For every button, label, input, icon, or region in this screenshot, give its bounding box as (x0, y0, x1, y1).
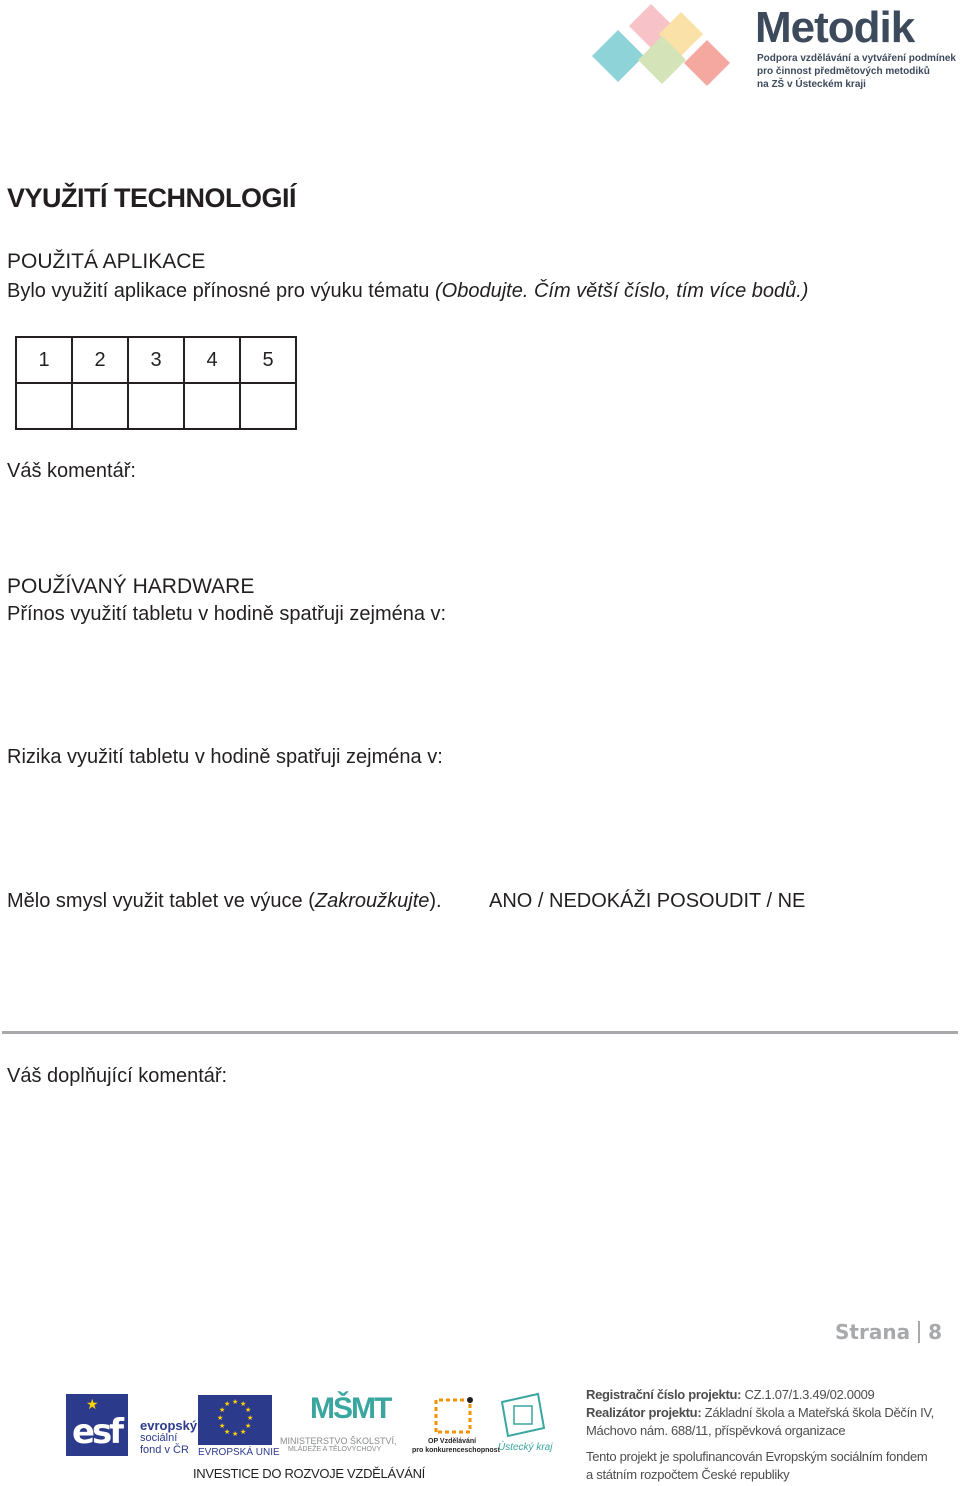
rating-label-5: 5 (240, 337, 296, 383)
comment-label: Váš komentář: (7, 460, 136, 482)
logo-diamond-salmon (684, 40, 730, 86)
logo-diamond-teal (592, 30, 644, 82)
invest-label: INVESTICE DO ROZVOJE VZDĚLÁVÁNÍ (193, 1466, 425, 1481)
project-info (586, 1386, 934, 1484)
kraj-label: Ústecký kraj (498, 1442, 553, 1453)
svg-text:★: ★ (232, 1430, 239, 1438)
rating-label-4: 4 (184, 337, 240, 383)
app-heading: POUŽITÁ APLIKACE (7, 250, 206, 273)
app-question: Bylo využití aplikace přínosné pro výuku tématu (Obodujte. Čím větší číslo, tím více bodů.) (7, 280, 809, 302)
op-logo (412, 1392, 500, 1458)
svg-text:★: ★ (232, 1398, 239, 1406)
svg-text:★: ★ (224, 1400, 231, 1408)
rating-cell-5[interactable] (240, 383, 296, 429)
reg-label: Registrační číslo projektu: (586, 1387, 742, 1402)
svg-text:★: ★ (219, 1406, 226, 1414)
msmt-label-1: MINISTERSTVO ŠKOLSTVÍ, (280, 1436, 397, 1446)
address: Máchovo nám. 688/11, příspěvková organizace (586, 1423, 846, 1438)
realizator-value: Základní škola a Mateřská škola Děčín IV, (704, 1405, 934, 1420)
msmt-mark: MŠMT (310, 1392, 391, 1425)
svg-text:★: ★ (224, 1428, 231, 1436)
svg-text:★: ★ (240, 1400, 247, 1408)
additional-comment-label: Váš doplňující komentář: (7, 1065, 228, 1087)
page-number: Strana 8 (835, 1320, 942, 1344)
logo-title: Metodik (755, 3, 915, 52)
rating-label-1: 1 (16, 337, 72, 383)
rating-cell-3[interactable] (128, 383, 184, 429)
kraj-icon (498, 1392, 548, 1438)
section-title: VYUŽITÍ TECHNOLOGIÍ (7, 183, 297, 213)
op-label-2: pro konkurenceschopnost (412, 1447, 500, 1454)
svg-text:★: ★ (245, 1422, 252, 1430)
svg-text:★: ★ (240, 1428, 247, 1436)
sense-question: Mělo smysl využit tablet ve výuce (Zakroužkujte). (7, 890, 442, 912)
eu-label: EVROPSKÁ UNIE (198, 1447, 280, 1458)
svg-text:★: ★ (247, 1414, 254, 1422)
rating-label-2: 2 (72, 337, 128, 383)
ustecky-kraj-logo (498, 1392, 552, 1458)
sense-options[interactable]: ANO / NEDOKÁŽI POSOUDIT / NE (489, 890, 806, 912)
divider (2, 1031, 958, 1034)
msmt-logo (280, 1392, 400, 1454)
funding-line-2: a státním rozpočtem České republiky (586, 1467, 790, 1482)
rating-cell-2[interactable] (72, 383, 128, 429)
risk-label: Rizika využití tabletu v hodině spatřuji zejména v: (7, 746, 443, 768)
msmt-label-2: MLÁDEŽE A TĚLOVÝCHOVY (288, 1446, 382, 1453)
benefit-label: Přínos využití tabletu v hodině spatřuji zejména v: (7, 603, 447, 625)
svg-text:★: ★ (245, 1406, 252, 1414)
esf-text-1: evropský (140, 1418, 198, 1433)
op-label-1: OP Vzdělávání (428, 1438, 477, 1445)
rating-cell-1[interactable] (16, 383, 72, 429)
realizator-label: Realizátor projektu: (586, 1405, 702, 1420)
esf-text-3: fond v ČR (140, 1444, 189, 1456)
esf-icon: esf ★ (66, 1394, 128, 1456)
logo-subtitle: Podpora vzdělávání a vytváření podmínek pro činnost předmětových metodiků na ZŠ v Ústeckém kraji (757, 53, 956, 90)
funding-line-1: Tento projekt je spolufinancován Evropským sociálním fondem (586, 1449, 928, 1464)
reg-value: CZ.1.07/1.3.49/02.0009 (744, 1387, 875, 1402)
svg-text:★: ★ (219, 1422, 226, 1430)
rating-table (15, 336, 297, 430)
op-icon (428, 1392, 478, 1436)
rating-label-3: 3 (128, 337, 184, 383)
rating-cell-4[interactable] (184, 383, 240, 429)
eu-flag-icon (198, 1395, 272, 1445)
esf-logo (66, 1394, 198, 1458)
esf-text-2: sociální (140, 1432, 178, 1444)
hardware-heading: POUŽÍVANÝ HARDWARE (7, 575, 255, 598)
metodik-logo-graphic (586, 2, 736, 98)
svg-text:★: ★ (217, 1414, 224, 1422)
